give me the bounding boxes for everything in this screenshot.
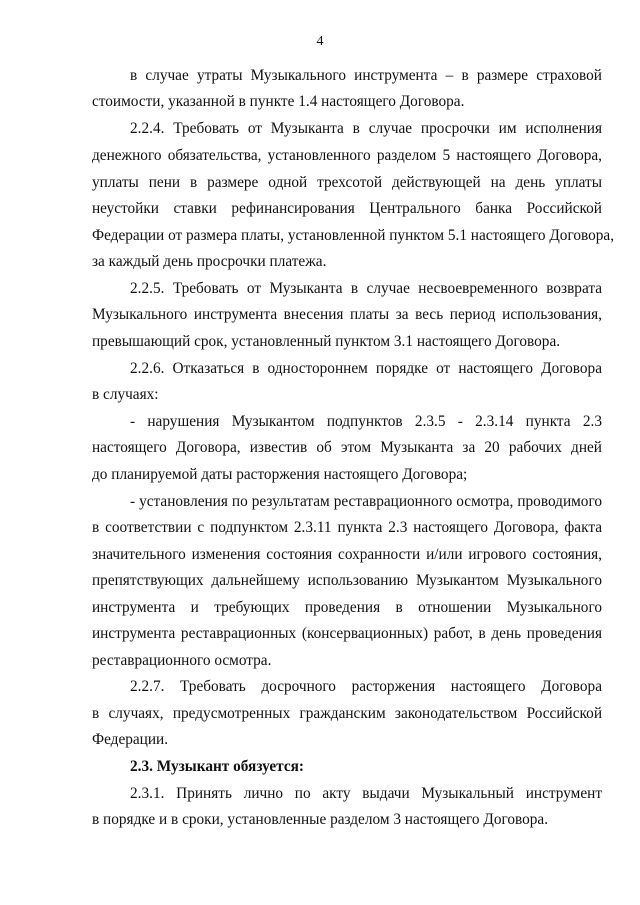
text-line: препятствующих дальнейшему использованию Музыкантом Музыкального: [92, 572, 602, 589]
text-line: - установления по результатам реставрационного осмотра, проводимого: [130, 493, 602, 510]
text-line: инструмента и требующих проведения в отношении Музыкального: [92, 599, 602, 616]
text-line: 2.2.7. Требовать досрочного расторжения настоящего Договора: [130, 678, 602, 695]
text-line: инструмента реставрационных (консервационных) работ, в день проведения: [92, 625, 602, 642]
text-line: 2.2.4. Требовать от Музыканта в случае просрочки им исполнения: [130, 120, 602, 137]
text-line: - нарушения Музыкантом подпунктов 2.3.5 - 2.3.14 пункта 2.3: [130, 413, 602, 430]
text-line: стоимости, указанной в пункте 1.4 настоящего Договора.: [92, 93, 465, 110]
text-line: денежного обязательства, установленного разделом 5 настоящего Договора,: [92, 147, 602, 164]
text-line: значительного изменения состояния сохранности и/или игрового состояния,: [92, 546, 602, 563]
text-line: настоящего Договора, известив об этом Музыканта за 20 рабочих дней: [92, 439, 602, 456]
text-line: в случаях:: [92, 386, 159, 403]
text-line: в соответствии с подпунктом 2.3.11 пункта 2.3 настоящего Договора, факта: [92, 519, 602, 536]
text-line: в случаях, предусмотренных гражданским законодательством Российской: [92, 705, 602, 722]
text-line: Федерации от размера платы, установленной пунктом 5.1 настоящего Договора,: [92, 227, 615, 244]
text-line: до планируемой даты расторжения настоящего Договора;: [92, 466, 468, 483]
text-line: уплаты пени в размере одной трехсотой действующей на день уплаты: [92, 174, 602, 191]
text-line: за каждый день просрочки платежа.: [92, 253, 327, 270]
text-line: Музыкального инструмента внесения платы за весь период использования,: [92, 306, 602, 323]
text-line: превышающий срок, установленный пунктом 3.1 настоящего Договора.: [92, 333, 561, 350]
section-heading: 2.3. Музыкант обязуется:: [130, 758, 304, 775]
text-line: в случае утраты Музыкального инструмента – в размере страховой: [130, 67, 602, 84]
text-line: реставрационного осмотра.: [92, 652, 272, 669]
text-line: в порядке и в сроки, установленные разделом 3 настоящего Договора.: [92, 811, 549, 828]
text-line: 2.2.5. Требовать от Музыканта в случае несвоевременного возврата: [130, 280, 602, 297]
text-line: неустойки ставки рефинансирования Центрального банка Российской: [92, 200, 602, 217]
page-number: 4: [316, 34, 324, 49]
text-line: Федерации.: [92, 731, 169, 748]
text-line: 2.3.1. Принять лично по акту выдачи Музыкальный инструмент: [130, 785, 602, 802]
text-line: 2.2.6. Отказаться в одностороннем порядке от настоящего Договора: [130, 360, 602, 377]
